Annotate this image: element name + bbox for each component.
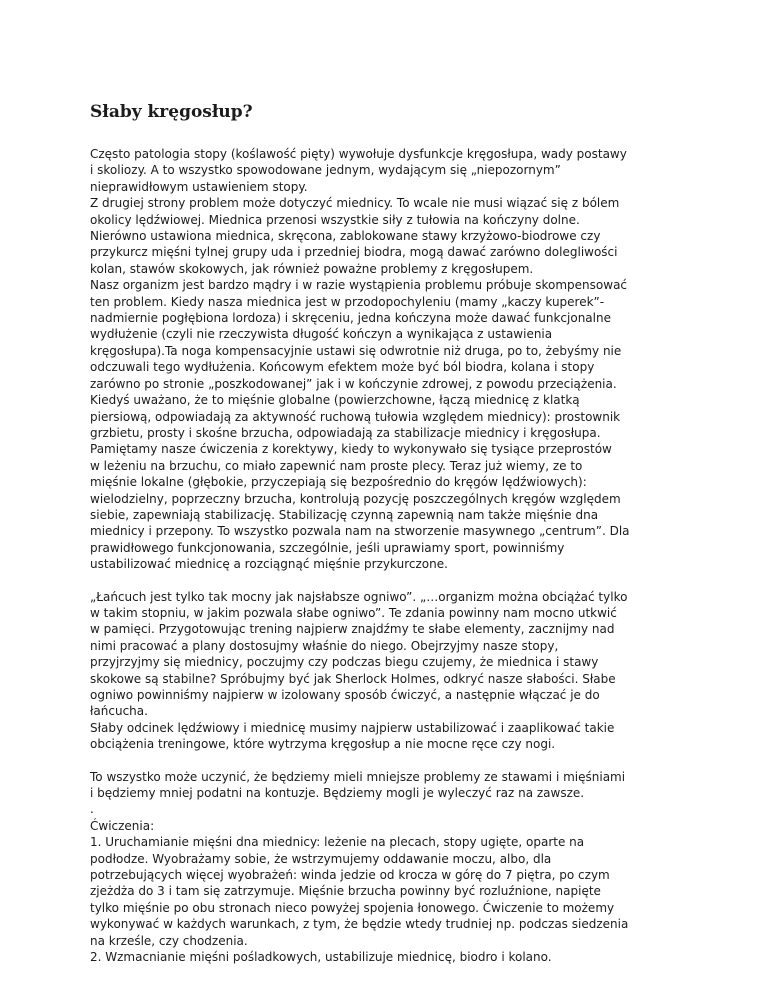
text-line: ogniwo powinniśmy najpierw w izolowany sposób ćwiczyć, a następnie włączać je do — [90, 688, 600, 702]
paragraph-spacer — [90, 573, 710, 581]
text-line: przyjrzyjmy się miednicy, poczujmy czy podczas biegu czujemy, że miednica i stawy — [90, 655, 599, 670]
text-line: miednicy i przepony. To wszystko pozwala nam na stworzenie masywnego „centrum”. Dla — [90, 524, 630, 539]
paragraph-spacer — [90, 581, 710, 589]
text-line: i skoliozy. A to wszystko spowodowane jednym, wydającym się „niepozornym” — [90, 163, 561, 178]
text-line: kręgosłupa).Ta noga kompensacyjnie ustawi się odwrotnie niż druga, po to, żebyśmy nie — [90, 343, 622, 358]
text-line: łańcucha. — [90, 704, 148, 719]
text-line: Kiedyś uważano, że to mięśnie globalne (powierzchowne, łączą miednicę z klatką — [90, 393, 580, 408]
text-line: Pamiętamy nasze ćwiczenia z korektywy, kiedy to wykonywało się tysiące przeprostów — [90, 442, 612, 457]
text-line: Z drugiej strony problem może dotyczyć miednicy. To wcale nie musi wiązać się z bólem — [90, 196, 620, 211]
text-line: mięśnie lokalne (głębokie, przyczepiają się bezpośrednio do kręgów lędźwiowych): — [90, 475, 587, 490]
text-line: zarówno po stronie „poszkodowanej” jak i w kończynie zdrowej, z powodu przeciążenia. — [90, 376, 617, 391]
text-line: w leżeniu na brzuchu, co miało zapewnić nam proste plecy. Teraz już wiemy, ze to — [90, 458, 583, 473]
text-line: i będziemy mniej podatni na kontuzje. Będziemy mogli je wyleczyć raz na zawsze. — [90, 786, 585, 801]
text-line: zjeżdża do 3 i tam się zatrzymuje. Mięśnie brzucha powinny być rozluźnione, napięte — [90, 884, 601, 899]
text-line: nieprawidłowym ustawieniem stopy. — [90, 179, 308, 194]
text-line: podłodze. Wyobrażamy sobie, że wstrzymujemy oddawanie moczu, albo, dla — [90, 851, 552, 866]
text-line: obciążenia treningowe, które wytrzyma kręgosłup a nie mocne ręce czy nogi. — [90, 737, 556, 752]
text-line: wydłużenie (czyli nie rzeczywista długość kończyn a wynikająca z ustawienia — [90, 327, 553, 342]
document-body — [90, 146, 710, 966]
paragraph — [90, 769, 710, 966]
text-line: piersiową, odpowiadają za aktywność ruchową tułowia względem miednicy): prostownik — [90, 409, 621, 424]
paragraph-spacer — [90, 753, 710, 761]
text-line: wielodzielny, poprzeczny brzucha, kontrolują pozycję poszczególnych kręgów względem — [90, 491, 621, 506]
text-line: siebie, zapewniają stabilizację. Stabilizację czynną zapewnią nam także mięśnie dna — [90, 507, 599, 522]
text-line: nadmiernie pogłębiona lordoza) i skręceniu, jedna kończyna może dawać funkcjonalne — [90, 311, 611, 326]
text-line: skokowe są stabilne? Spróbujmy być jak Sherlock Holmes, odkryć nasze słabości. Słabe — [90, 671, 616, 686]
paragraph — [90, 146, 710, 573]
text-line: na krześle, czy chodzenia. — [90, 933, 248, 948]
text-line: kolan, stawów skokowych, jak również poważne problemy z kręgosłupem. — [90, 261, 534, 276]
text-line: wykonywać w każdych warunkach, z tym, że będzie wtedy trudniej np. podczas siedzenia — [90, 917, 629, 932]
text-line: Często patologia stopy (koślawość pięty) wywołuje dysfunkcje kręgosłupa, wady postawy — [90, 147, 627, 161]
text-line: odczuwali tego wydłużenia. Końcowym efektem może być ból biodra, kolana i stopy — [90, 360, 595, 375]
text-line: Słaby odcinek lędźwiowy i miednicę musimy najpierw ustabilizować i zaaplikować takie — [90, 720, 615, 735]
text-line: . — [90, 802, 94, 817]
page-title: Słaby kręgosłup? — [90, 102, 253, 122]
text-line: Ćwiczenia: — [90, 818, 155, 833]
text-line: grzbietu, prosty i skośne brzucha, odpowiadają za stabilizacje miednicy i kręgosłupa. — [90, 425, 601, 440]
text-line: potrzebujących więcej wyobrażeń: winda jedzie od krocza w górę do 7 piętra, po czym — [90, 868, 610, 883]
text-line: „Łańcuch jest tylko tak mocny jak najsłabsze ogniwo”. „…organizm można obciążać tylko — [90, 589, 628, 604]
text-line: 2. Wzmacnianie mięśni pośladkowych, ustabilizuje miednicę, biodro i kolano. — [90, 950, 552, 965]
text-line: przykurcz mięśni tylnej grupy uda i przedniej biodra, mogą dawać zarówno dolegliwości — [90, 245, 618, 260]
text-line: nimi pracować a plany dostosujmy właśnie do niego. Obejrzyjmy nasze stopy, — [90, 638, 559, 653]
text-line: prawidłowego funkcjonowania, szczególnie, jeśli uprawiamy sport, powinniśmy — [90, 540, 565, 555]
text-line: tylko mięśnie po obu stronach nieco powyżej spojenia łonowego. Ćwiczenie to możemy — [90, 900, 615, 915]
text-line: Nierówno ustawiona miednica, skręcona, zablokowane stawy krzyżowo-biodrowe czy — [90, 229, 601, 244]
paragraph — [90, 589, 710, 753]
text-line: Nasz organizm jest bardzo mądry i w razie wystąpienia problemu próbuje skompensować — [90, 278, 628, 293]
text-line: w takim stopniu, w jakim pozwala słabe ogniwo”. Te zdania powinny nam mocno utkwić — [90, 605, 617, 620]
text-line: 1. Uruchamianie mięśni dna miednicy: leżenie na plecach, stopy ugięte, oparte na — [90, 835, 585, 850]
text-line: ten problem. Kiedy nasza miednica jest w przodopochyleniu (mamy „kaczy kuperek”- — [90, 294, 605, 309]
text-line: To wszystko może uczynić, że będziemy mieli mniejsze problemy ze stawami i mięśniami — [90, 769, 626, 784]
text-line: w pamięci. Przygotowując trening najpierw znajdźmy te słabe elementy, zacznijmy nad — [90, 622, 615, 637]
text-line: okolicy lędźwiowej. Miednica przenosi wszystkie siły z tułowia na kończyny dolne. — [90, 212, 580, 227]
paragraph-spacer — [90, 761, 710, 769]
text-line: ustabilizować miednicę a rozciągnąć mięśnie przykurczone. — [90, 557, 448, 572]
